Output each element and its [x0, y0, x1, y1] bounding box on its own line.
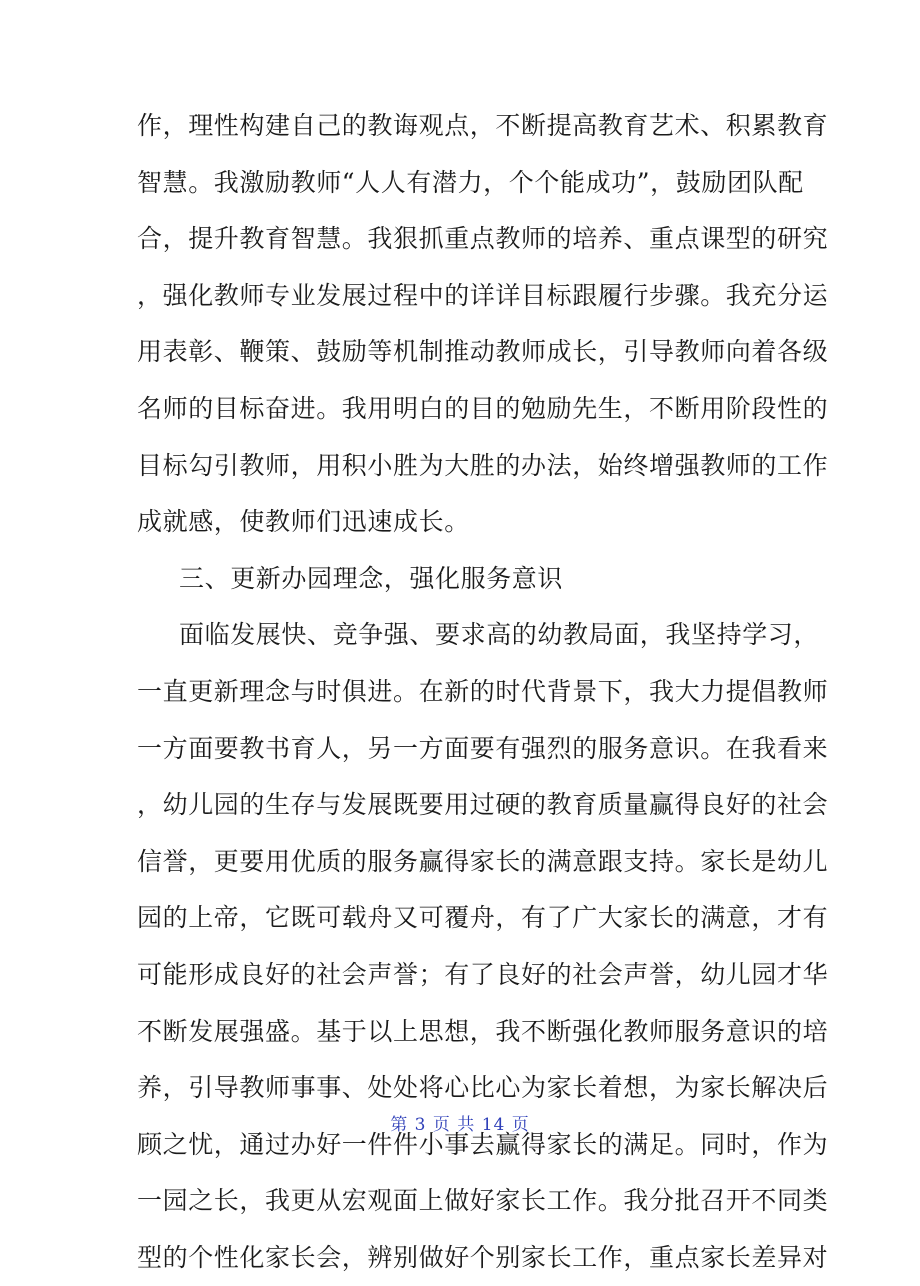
text-line: ，强化教师专业发展过程中的详详目标跟履行步骤。我充分运	[137, 280, 829, 310]
text-line: 面临发展快、竞争强、要求高的幼教局面，我坚持学习，	[179, 620, 820, 650]
text-line: 成就感，使教师们迅速成长。	[137, 507, 470, 537]
body-text	[137, 98, 829, 1286]
text-line: 信誉，更要用优质的服务赢得家长的满意跟支持。家长是幼儿	[137, 846, 829, 876]
text-line: 不断发展强盛。基于以上思想，我不断强化教师服务意识的培	[137, 1016, 829, 1046]
page-number-label: 第 3 页 共 14 页	[390, 1115, 530, 1135]
text-line: 合，提升教育智慧。我狠抓重点教师的培养、重点课型的研究	[137, 224, 829, 254]
text-line: 用表彰、鞭策、鼓励等机制推动教师成长，引导教师向着各级	[137, 337, 829, 367]
text-line: 一直更新理念与时俱进。在新的时代背景下，我大力提倡教师	[137, 676, 829, 706]
text-line: 园的上帝，它既可载舟又可覆舟，有了广大家长的满意，才有	[137, 903, 829, 933]
text-line: 养，引导教师事事、处处将心比心为家长着想，为家长解决后	[137, 1073, 829, 1103]
text-line: 一园之长，我更从宏观面上做好家长工作。我分批召开不同类	[137, 1186, 829, 1216]
text-line: 可能形成良好的社会声誉；有了良好的社会声誉，幼儿园才华	[137, 959, 829, 989]
text-line: 名师的目标奋进。我用明白的目的勉励先生，不断用阶段性的	[137, 393, 829, 423]
text-line: 目标勾引教师，用积小胜为大胜的办法，始终增强教师的工作	[137, 450, 829, 480]
page-footer	[0, 1110, 920, 1135]
text-line: 智慧。我激励教师“人人有潜力，个个能成功”，鼓励团队配	[137, 167, 804, 197]
text-line: 一方面要教书育人，另一方面要有强烈的服务意识。在我看来	[137, 733, 829, 763]
text-line: ，幼儿园的生存与发展既要用过硬的教育质量赢得良好的社会	[137, 790, 829, 820]
text-line: 顾之忧，通过办好一件件小事去赢得家长的满足。同时，作为	[137, 1129, 829, 1159]
text-line: 型的个性化家长会，辨别做好个别家长工作，重点家长差异对	[137, 1242, 829, 1272]
text-line: 作，理性构建自己的教诲观点，不断提高教育艺术、积累教育	[137, 111, 829, 140]
section-heading: 三、更新办园理念，强化服务意识	[179, 563, 564, 593]
